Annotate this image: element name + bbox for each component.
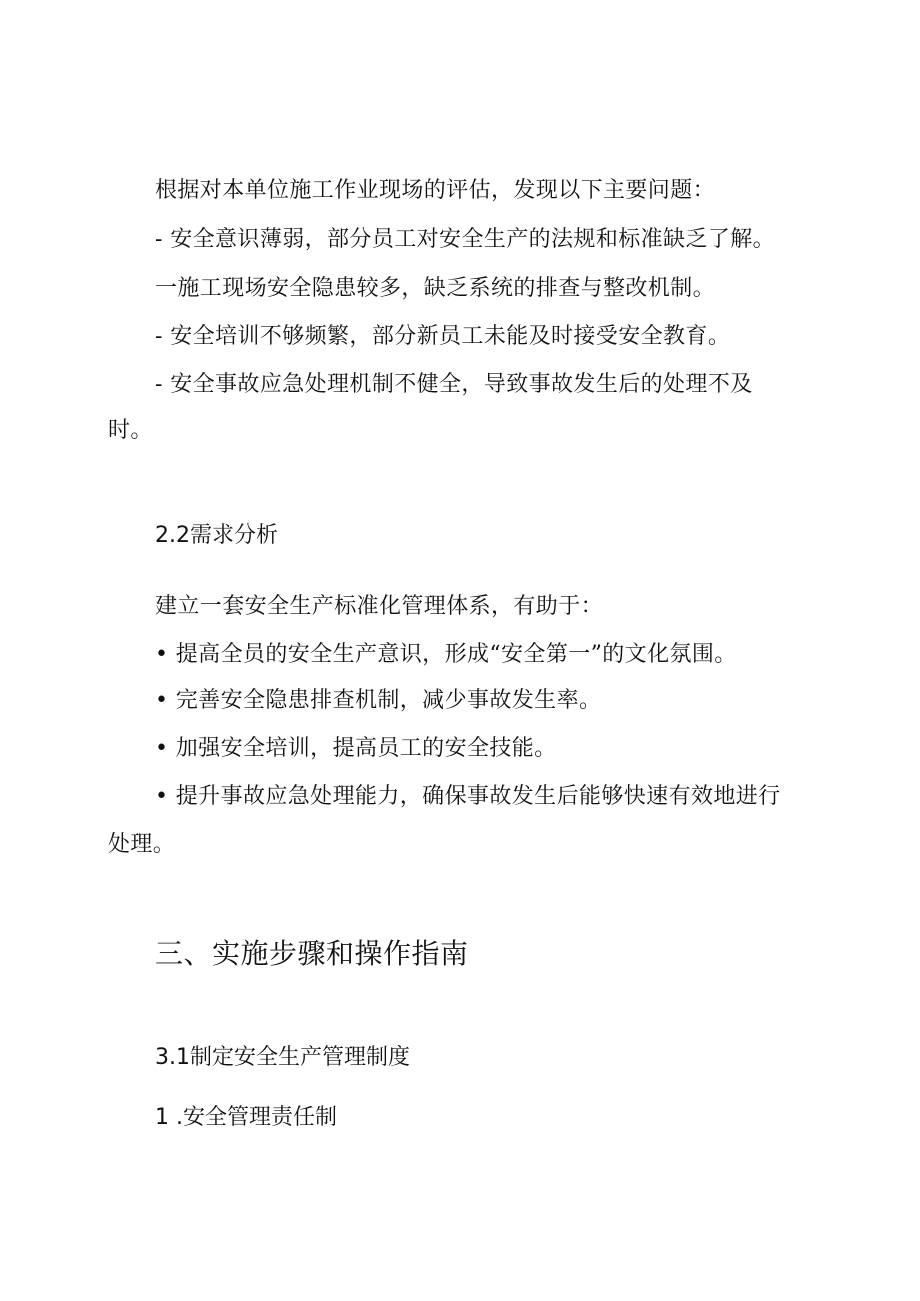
list-item: - 安全培训不够频繁，部分新员工未能及时接受安全教育。 xyxy=(155,324,731,349)
bullet-item: • 提高全员的安全生产意识，形成“安全第一”的文化氛围。 xyxy=(155,642,737,667)
bullet-item-continuation: 处理。 xyxy=(108,832,176,857)
section-heading: 2.2需求分析 xyxy=(155,523,278,548)
paragraph-intro: 建立一套安全生产标准化管理体系，有助于： xyxy=(155,594,604,619)
list-item-continuation: 时。 xyxy=(108,418,153,443)
bullet-item: • 加强安全培训，提高员工的安全技能。 xyxy=(155,736,557,761)
bullet-item: • 完善安全隐患排查机制，减少事故发生率。 xyxy=(155,688,602,713)
chapter-heading: 三、实施步骤和操作指南 xyxy=(155,937,469,970)
section-heading: 3.1制定安全生产管理制度 xyxy=(155,1045,410,1070)
paragraph-intro: 根据对本单位施工作业现场的评估，发现以下主要问题： xyxy=(155,178,716,203)
list-item: 一施工现场安全隐患较多，缺乏系统的排查与整改机制。 xyxy=(155,276,716,301)
subsection-heading: 1 .安全管理责任制 xyxy=(155,1105,337,1130)
bullet-item: • 提升事故应急处理能力，确保事故发生后能够快速有效地进行 xyxy=(155,784,781,809)
list-item: - 安全事故应急处理机制不健全，导致事故发生后的处理不及 xyxy=(155,372,753,397)
list-item: - 安全意识薄弱，部分员工对安全生产的法规和标准缺乏了解。 xyxy=(155,227,776,252)
